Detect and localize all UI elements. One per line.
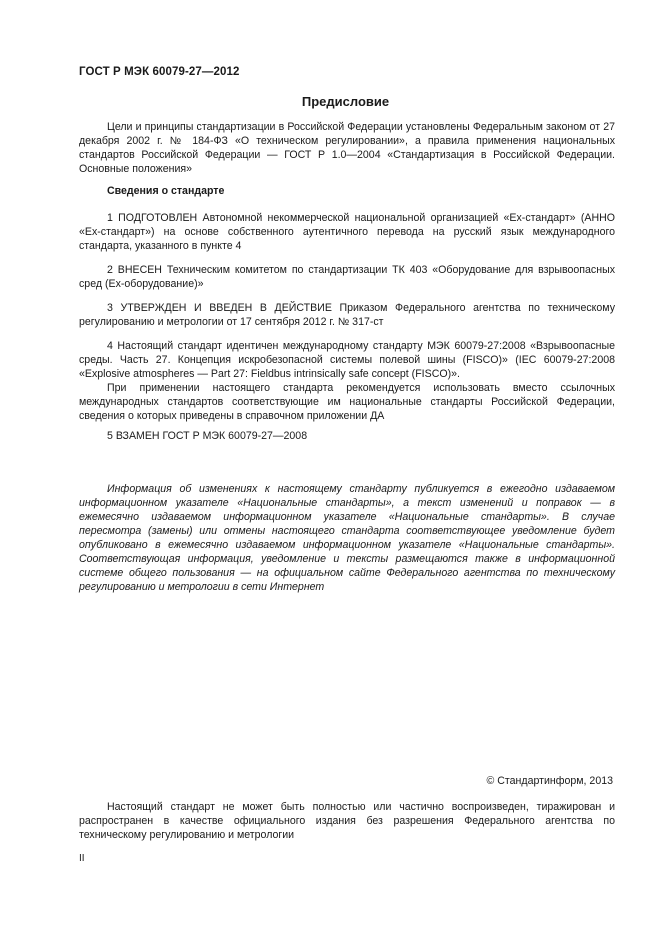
item-2: 2 ВНЕСЕН Техническим комитетом по стандартизации ТК 403 «Оборудование для взрывоопасных сред (Ех-оборудование)» [79,264,615,290]
info-notice-block [79,482,615,594]
item-4-block [79,339,615,423]
item-5-block [79,429,615,443]
section-heading-block [79,184,615,198]
item-5: 5 ВЗАМЕН ГОСТ Р МЭК 60079-27—2008 [107,430,308,442]
item-3-block [79,301,615,329]
page-number: II [79,853,85,864]
intro-paragraph: Цели и принципы стандартизации в Российской Федерации установлены Федеральным законом от 27 декабря 2002 г. № 184-ФЗ «О техническом регулировании», а правила применения национальных стандартов Российской Федерации — ГОСТ Р 1.0—2004 «Стандартизация в Российской Федерации. Основные положения» [79,121,615,175]
item-2-block [79,263,615,291]
info-notice: Информация об изменениях к настоящему стандарту публикуется в ежегодно издаваемом информационном указателе «Национальные стандарты», а текст изменений и поправок — в ежемесячно издаваемом информационном указателе «Национальные стандарты». В случае пересмотра (замены) или отмены настоящего стандарта соответствующее уведомление будет опубликовано в ежемесячно издаваемом информационном указателе «Национальные стандарты». Соответствующая информация, уведомление и тексты размещаются также в информационной системе общего пользования — на официальном сайте Федерального агентства по техническому регулированию и метрологии в сети Интернет [79,483,615,593]
section-heading: Сведения о стандарте [107,185,225,197]
reproduction-notice-block [79,800,615,842]
item-3: 3 УТВЕРЖДЕН И ВВЕДЕН В ДЕЙСТВИЕ Приказом Федерального агентства по техническому регулированию и метрологии от 17 сентября 2012 г. № 317-ст [79,302,615,328]
item-1: 1 ПОДГОТОВЛЕН Автономной некоммерческой национальной организацией «Ех-стандарт» (АННО «Ех-стандарт») на основе собственного аутентичного перевода на русский язык международного стандарта, указанного в пункте 4 [79,212,615,252]
intro-block [79,120,615,176]
page-title: Предисловие [301,94,390,109]
document-code-header: ГОСТ Р МЭК 60079-27—2012 [79,66,240,78]
reproduction-notice: Настоящий стандарт не может быть полностью или частично воспроизведен, тиражирован и распространен в качестве официального издания без разрешения Федерального агентства по техническому регулированию и метрологии [79,801,615,841]
copyright-notice: © Стандартинформ, 2013 [486,775,613,787]
item-4-note: При применении настоящего стандарта рекомендуется использовать вместо ссылочных международных стандартов соответствующие им национальные стандарты Российской Федерации, сведения о которых приведены в справочном приложении ДА [79,382,615,422]
item-4: 4 Настоящий стандарт идентичен международному стандарту МЭК 60079-27:2008 «Взрывоопасные среды. Часть 27. Концепция искробезопасной системы полевой шины (FISCO)» (IEC 60079-27:2008 «Explosive atmospheres — Part 27: Fieldbus intrinsically safe concept (FISCO)». [79,340,615,380]
item-1-block [79,211,615,253]
